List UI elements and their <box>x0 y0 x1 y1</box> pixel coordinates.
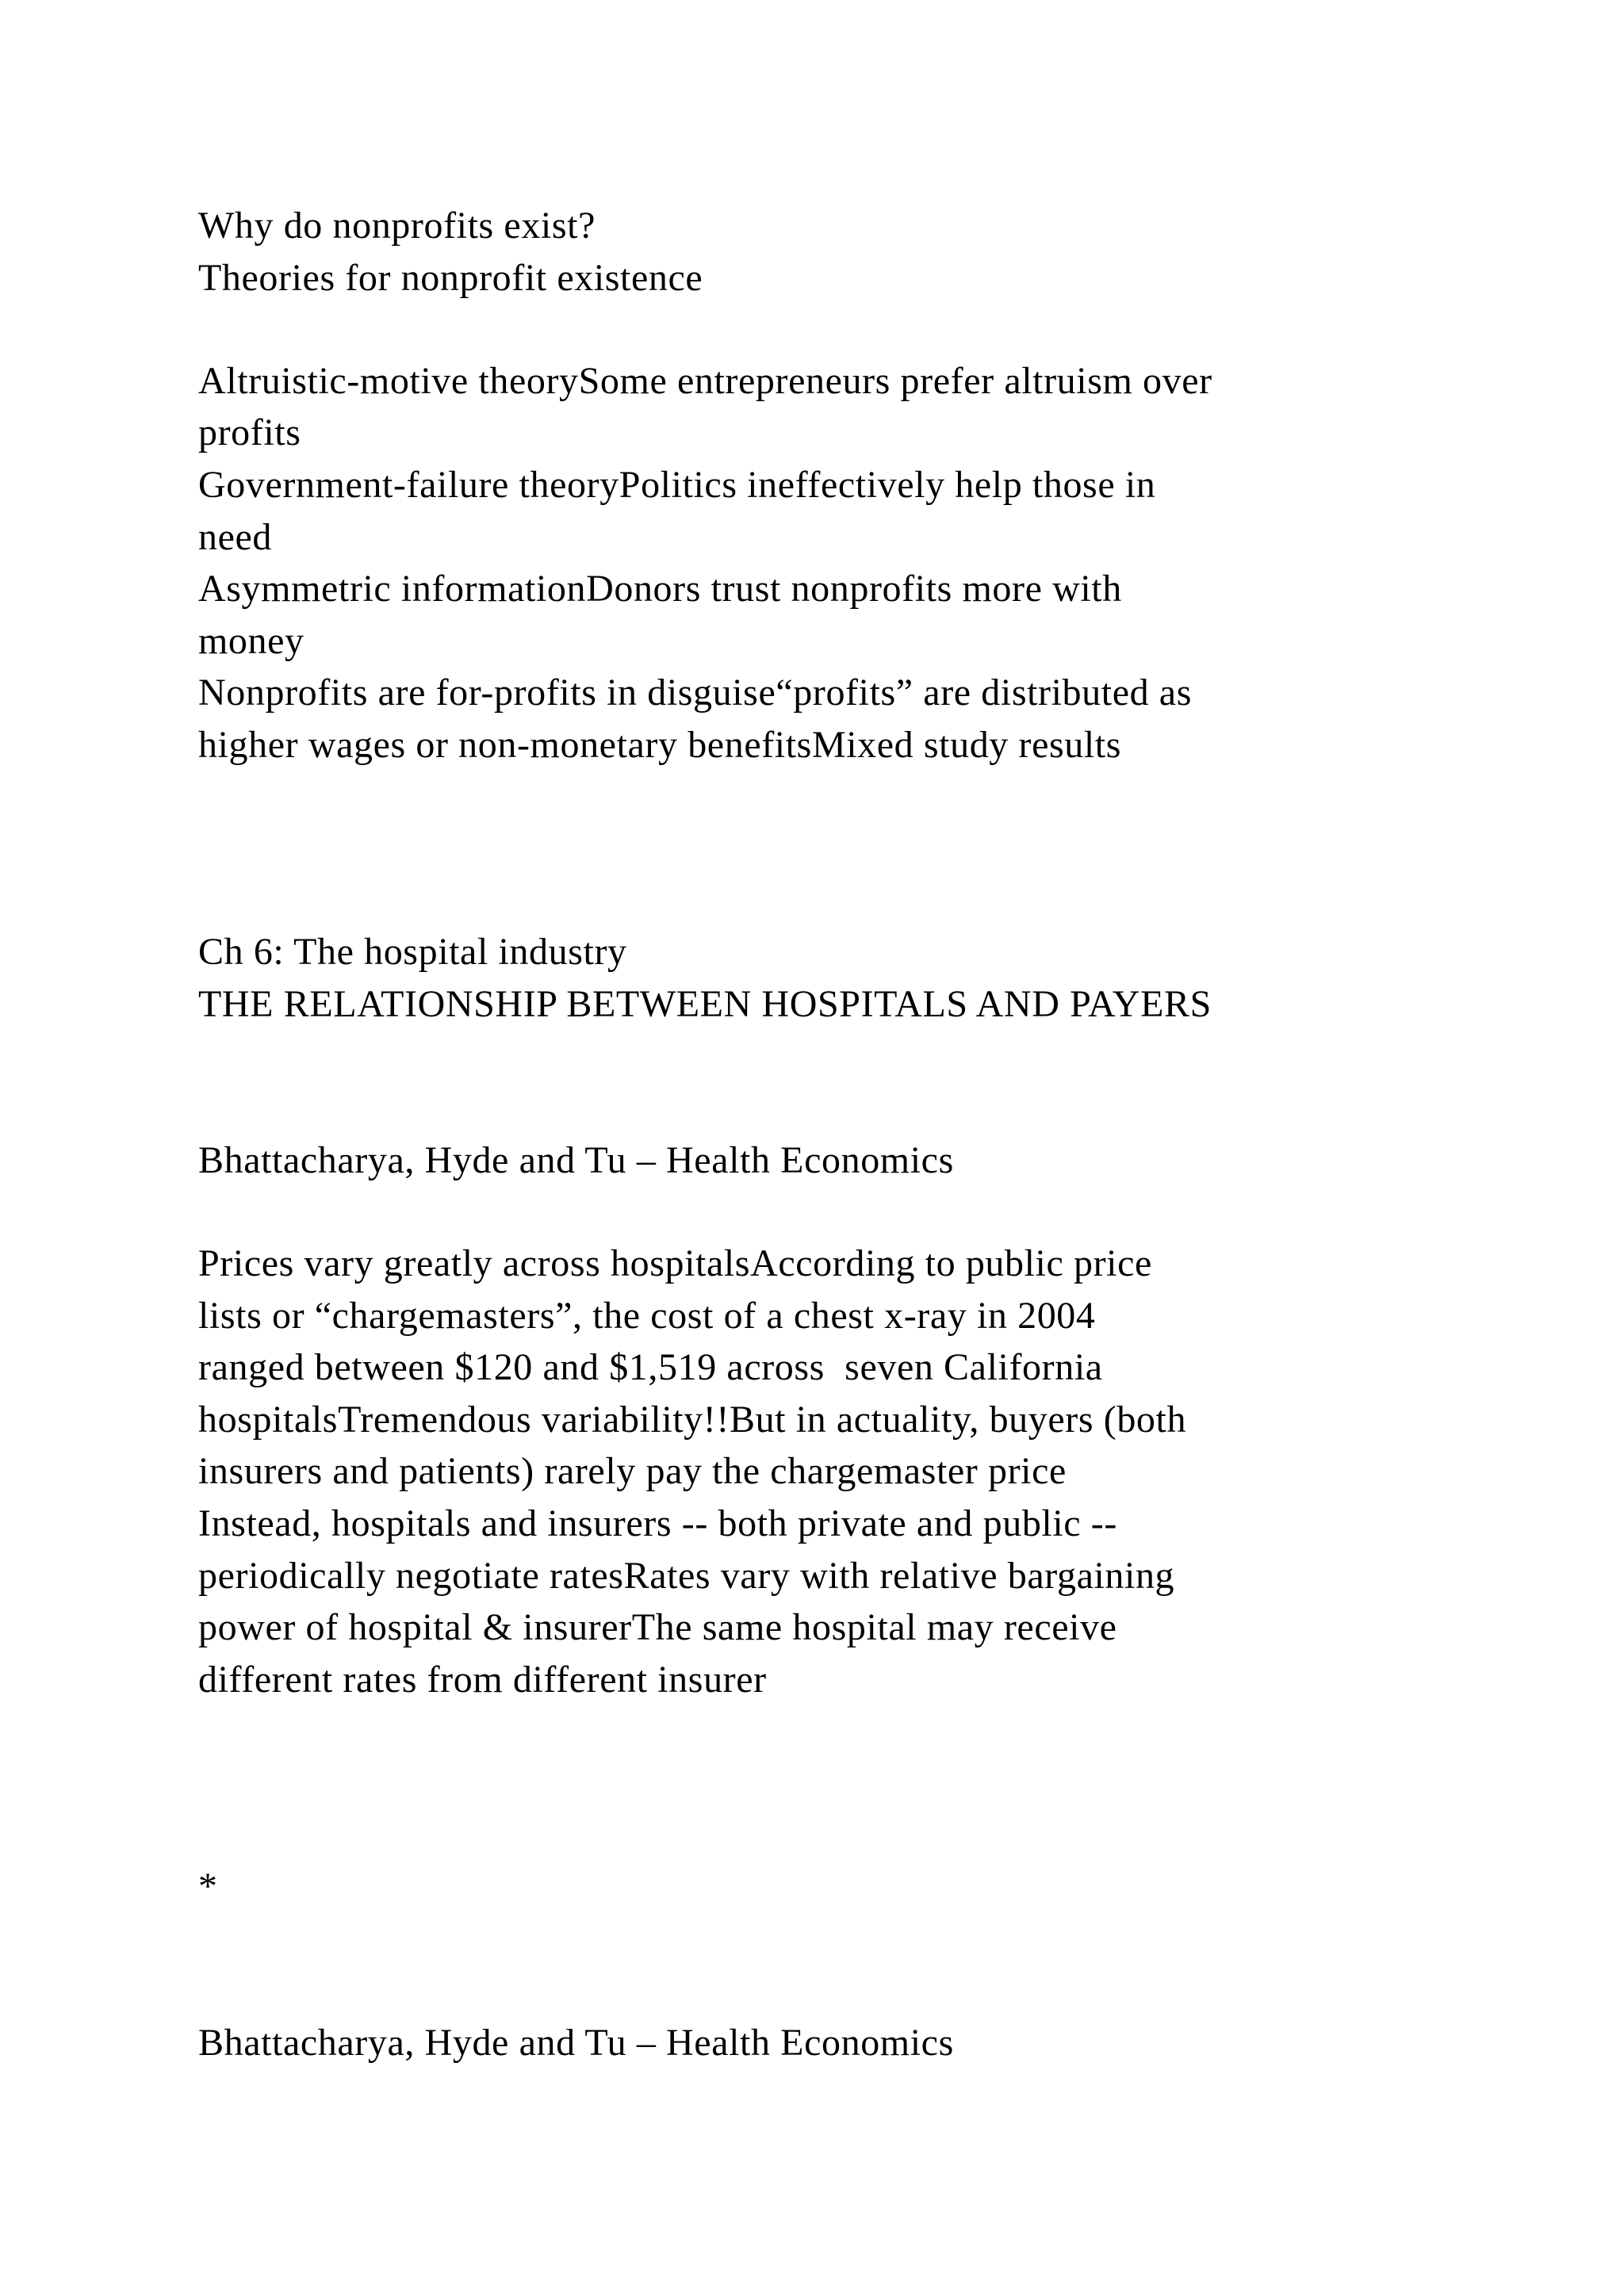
body-line: profits <box>198 411 301 453</box>
asterisk-marker: * <box>198 1866 218 1908</box>
body-line: periodically negotiate ratesRates vary with relative bargaining <box>198 1555 1175 1597</box>
body-line: Government-failure theoryPolitics ineffectively help those in <box>198 464 1156 506</box>
body-line: different rates from different insurer <box>198 1659 767 1701</box>
chapter-subheading: THE RELATIONSHIP BETWEEN HOSPITALS AND PAYERS <box>198 983 1212 1025</box>
body-line: Nonprofits are for-profits in disguise“profits” are distributed as <box>198 672 1192 714</box>
body-line: money <box>198 620 304 662</box>
body-line: Instead, hospitals and insurers -- both private and public -- <box>198 1502 1117 1544</box>
body-line: Altruistic-motive theorySome entrepreneurs prefer altruism over <box>198 360 1212 402</box>
body-line: hospitalsTremendous variability!!But in actuality, buyers (both <box>198 1399 1187 1441</box>
body-line: Asymmetric informationDonors trust nonprofits more with <box>198 568 1122 610</box>
body-line: need <box>198 516 273 558</box>
section-heading: Why do nonprofits exist? <box>198 205 596 247</box>
section-subheading: Theories for nonprofit existence <box>198 257 703 299</box>
body-line: ranged between $120 and $1,519 across seven California <box>198 1346 1103 1388</box>
body-line: power of hospital & insurerThe same hospital may receive <box>198 1606 1117 1648</box>
body-line: insurers and patients) rarely pay the chargemaster price <box>198 1450 1067 1492</box>
citation-footer: Bhattacharya, Hyde and Tu – Health Economics <box>198 1139 954 1181</box>
body-line: higher wages or non-monetary benefitsMixed study results <box>198 724 1122 766</box>
body-line: Prices vary greatly across hospitalsAccording to public price <box>198 1242 1152 1284</box>
body-line: lists or “chargemasters”, the cost of a chest x-ray in 2004 <box>198 1295 1096 1337</box>
citation-footer: Bhattacharya, Hyde and Tu – Health Economics <box>198 2022 954 2064</box>
chapter-heading: Ch 6: The hospital industry <box>198 931 627 973</box>
